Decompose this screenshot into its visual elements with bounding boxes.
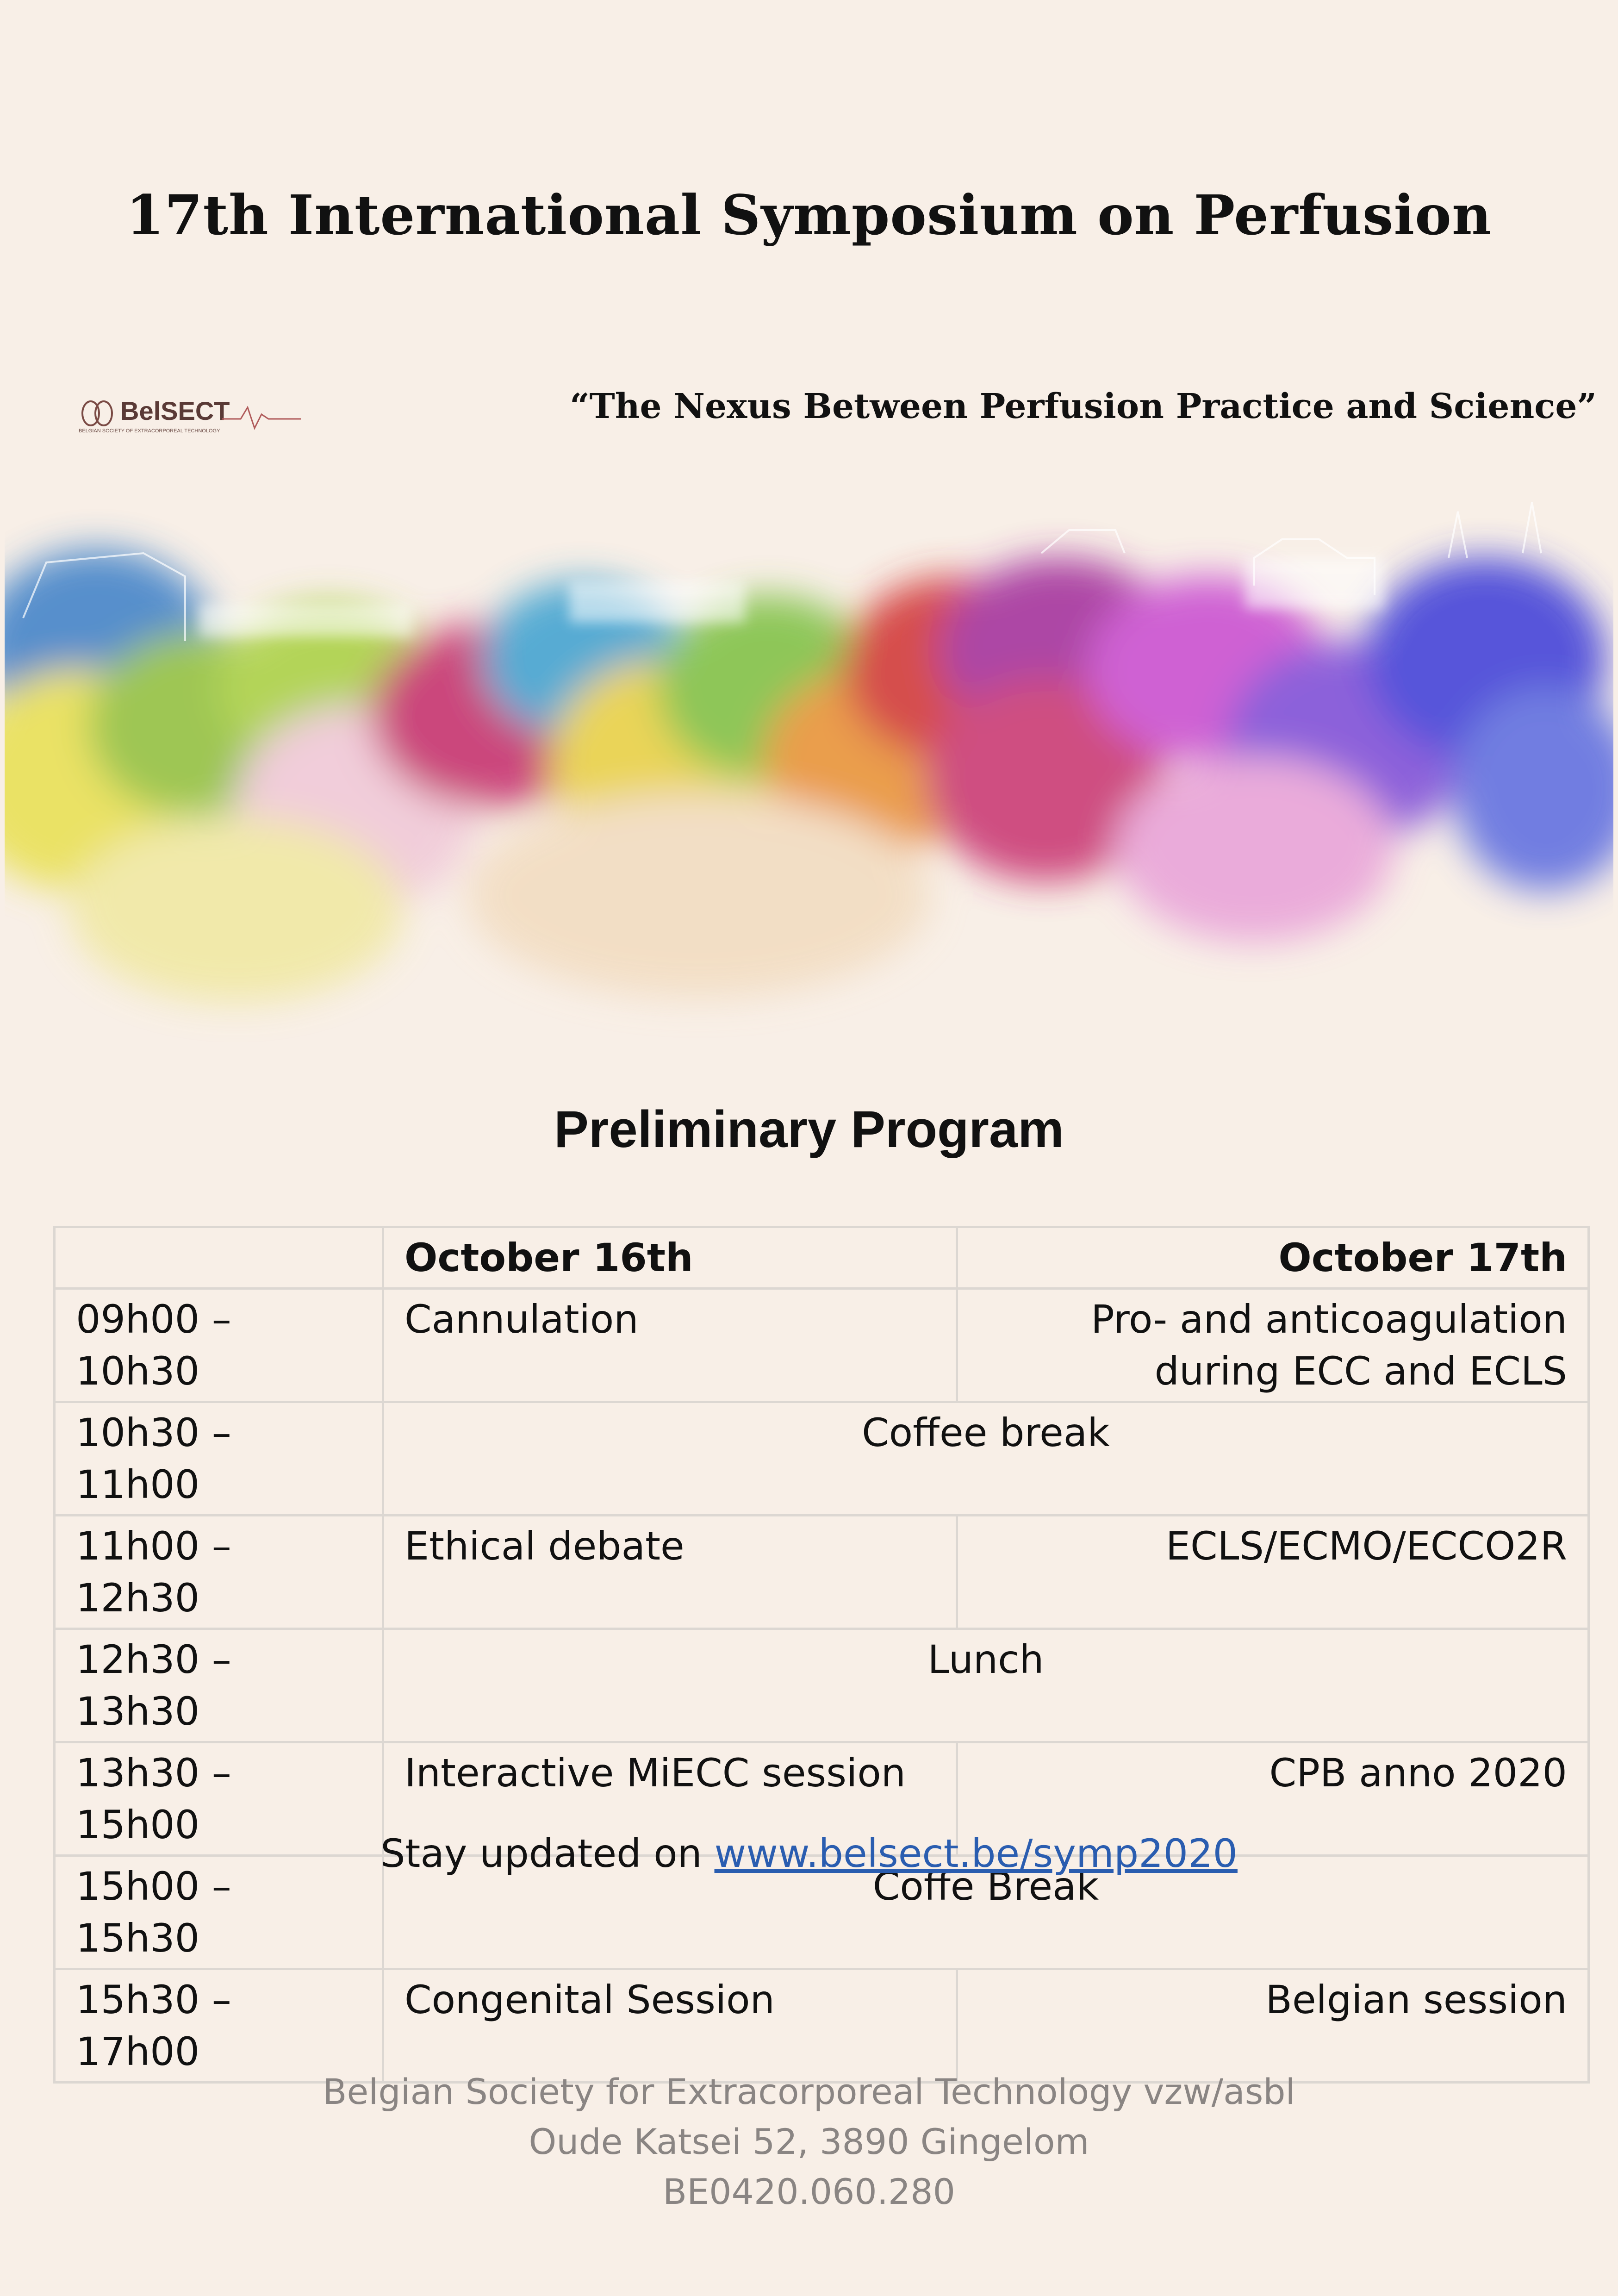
day2-line: Pro- and anticoagulation [1091, 1297, 1567, 1342]
time-cell: 15h30 – 17h00 [55, 1969, 383, 2083]
program-table [53, 1226, 1590, 2084]
belsect-logo [79, 396, 301, 440]
table-row [55, 1516, 1589, 1629]
website-link[interactable]: www.belsect.be/symp2020 [714, 1831, 1238, 1876]
tagline: “The Nexus Between Perfusion Practice and Science” [570, 387, 1597, 426]
day2-cell: Belgian session [957, 1969, 1589, 2083]
day2-cell [957, 1289, 1589, 1402]
time-cell: 09h00 – 10h30 [55, 1289, 383, 1402]
header-time [55, 1227, 383, 1289]
footer-address: Oude Katsei 52, 3890 Gingelom [529, 2121, 1089, 2162]
time-cell: 11h00 – 12h30 [55, 1516, 383, 1629]
time-cell: 13h30 – 15h00 [55, 1742, 383, 1856]
logo-name: BelSECT [120, 396, 230, 425]
time-cell: 12h30 – 13h30 [55, 1629, 383, 1742]
table-row [55, 1969, 1589, 2083]
day2-line: during ECC and ECLS [1154, 1348, 1567, 1394]
table-header-row [55, 1227, 1589, 1289]
day1-cell: Congenital Session [383, 1969, 957, 2083]
day1-cell: Interactive MiECC session [383, 1742, 957, 1856]
time-cell: 15h00 – 15h30 [55, 1856, 383, 1969]
break-cell: Coffee break [383, 1402, 1589, 1516]
stay-updated-line [0, 1831, 1618, 1876]
table-row [55, 1289, 1589, 1402]
table-row [55, 1629, 1589, 1742]
lungs-icon [79, 396, 116, 428]
header-day1: October 16th [383, 1227, 957, 1289]
table-row [55, 1402, 1589, 1516]
program-heading: Preliminary Program [554, 1100, 1064, 1158]
header-day2: October 17th [957, 1227, 1589, 1289]
footer-registration: BE0420.060.280 [662, 2171, 955, 2212]
footer [0, 2067, 1618, 2217]
break-cell: Lunch [383, 1629, 1589, 1742]
page-title: 17th International Symposium on Perfusion [126, 183, 1492, 247]
break-cell: Coffe Break [383, 1856, 1589, 1969]
stay-updated-text: Stay updated on [380, 1831, 715, 1876]
day1-cell: Cannulation [383, 1289, 957, 1402]
day1-cell: Ethical debate [383, 1516, 957, 1629]
footer-org: Belgian Society for Extracorporeal Technology vzw/asbl [323, 2071, 1295, 2112]
logo-subtitle: BELGIAN SOCIETY OF EXTRACORPOREAL TECHNOLOGY [79, 428, 220, 434]
time-cell: 10h30 – 11h00 [55, 1402, 383, 1516]
day2-cell: ECLS/ECMO/ECCO2R [957, 1516, 1589, 1629]
day2-cell: CPB anno 2020 [957, 1742, 1589, 1856]
heartbeat-line-icon [222, 400, 301, 433]
skyline-watercolor-banner [5, 363, 1613, 1079]
